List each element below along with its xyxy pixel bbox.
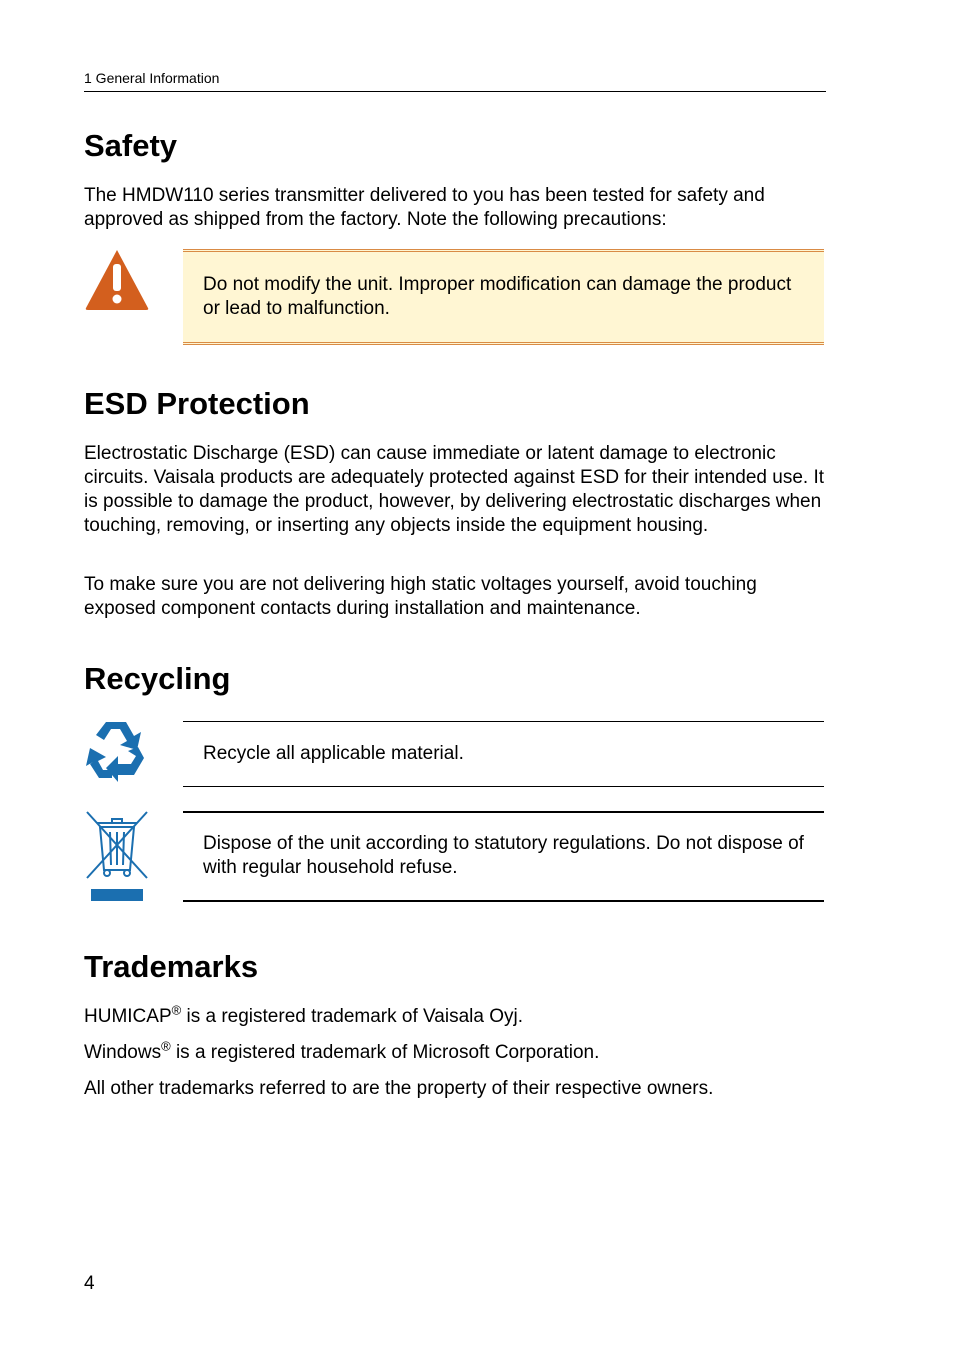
esd-heading: ESD Protection [84, 386, 310, 421]
registered-mark: ® [171, 1002, 182, 1018]
trademark-others: All other trademarks referred to are the property of their respective owners. [84, 1078, 714, 1099]
recycle-icon [84, 718, 150, 782]
warning-text: Do not modify the unit. Improper modification can damage the product or lead to malfunction. [203, 274, 792, 319]
trademark-humicap [84, 1002, 829, 1029]
trademark-windows [84, 1038, 829, 1065]
trademark-statement: is a registered trademark of Vaisala Oyj. [181, 1006, 524, 1027]
esd-paragraph-2: To make sure you are not delivering high static voltages yourself, avoid touching exposed component contacts during installation and maintenance. [84, 574, 757, 619]
registered-mark: ® [161, 1038, 171, 1054]
trademarks-heading: Trademarks [84, 949, 259, 984]
dispose-note [183, 811, 824, 902]
running-header [84, 69, 826, 92]
dispose-text: Dispose of the unit according to statutory regulations. Do not dispose of with regular household refuse. [203, 833, 804, 878]
trademark-name: Windows [84, 1042, 162, 1063]
chapter-title: 1 General Information [84, 70, 220, 86]
warning-triangle-icon [84, 248, 150, 311]
page-number: 4 [84, 1273, 95, 1294]
esd-paragraph-1: Electrostatic Discharge (ESD) can cause immediate or latent damage to electronic circuits. Vaisala products are adequately protected against ESD for their intended use. It is possible to damage the product, however, by delivering electrostatic discharges when touching, removing, or inserting any objects inside the equipment housing. [84, 443, 825, 536]
recycle-text: Recycle all applicable material. [203, 743, 464, 764]
safety-intro: The HMDW110 series transmitter delivered to you has been tested for safety and approved as shipped from the factory. Note the following precautions: [84, 185, 765, 230]
crossed-bin-icon [84, 810, 150, 903]
recycle-note [183, 721, 824, 787]
safety-heading: Safety [84, 128, 178, 163]
trademark-statement: is a registered trademark of Microsoft Corporation. [170, 1042, 600, 1063]
trademark-name: HUMICAP [84, 1006, 172, 1027]
recycling-heading: Recycling [84, 661, 231, 696]
warning-box [183, 249, 824, 345]
